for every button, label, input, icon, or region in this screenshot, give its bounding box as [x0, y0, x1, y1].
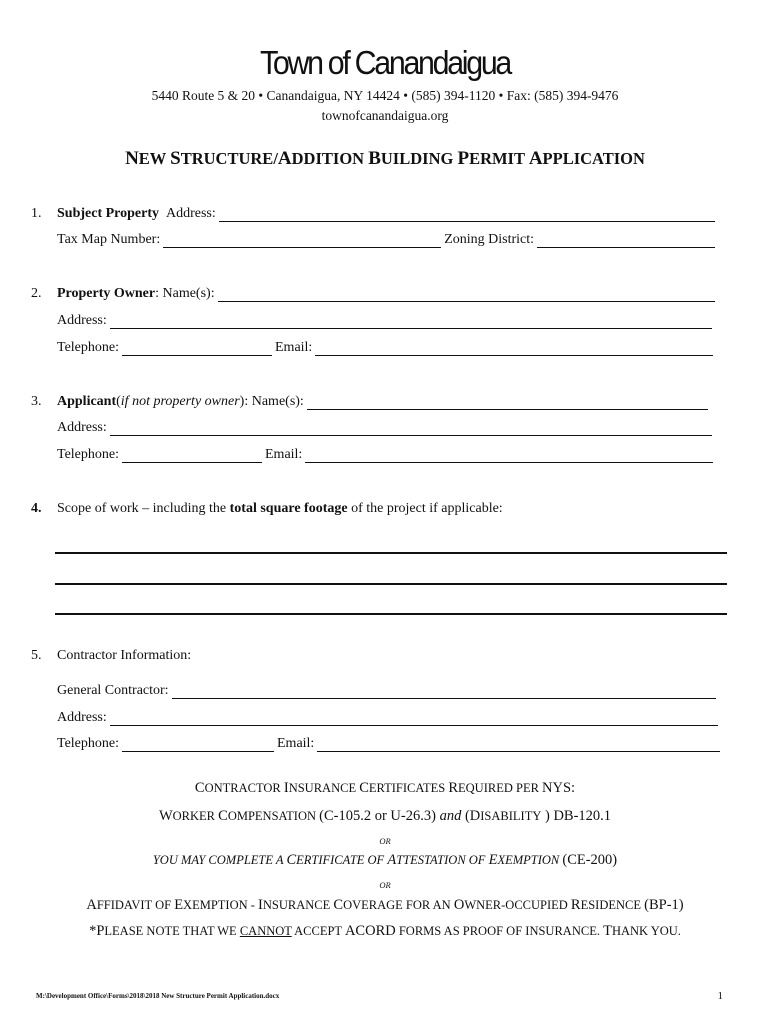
- section2-name-row: [31, 286, 715, 302]
- owner-address-field[interactable]: [110, 314, 712, 329]
- section1-address-row: [31, 206, 715, 222]
- acord-note: *PLEASE NOTE THAT WE CANNOT ACCEPT ACORD FORMS AS PROOF OF INSURANCE. THANK YOU.: [89, 923, 681, 939]
- applicant-email-field[interactable]: [305, 448, 713, 463]
- field-label: Tax Map Number:: [57, 232, 161, 247]
- section-number: 1.: [31, 206, 42, 221]
- worker-comp-line: WORKER COMPENSATION (C-105.2 or U-26.3) and (DISABILITY ) DB-120.1: [158, 808, 612, 824]
- section5-heading: [31, 648, 191, 664]
- affidavit-line: AFFIDAVIT OF EXEMPTION - INSURANCE COVERAGE FOR AN OWNER-OCCUPIED RESIDENCE (BP-1): [86, 897, 684, 913]
- insurance-heading: CONTRACTOR INSURANCE CERTIFICATES REQUIRED PER NYS:: [194, 780, 576, 796]
- attestation-line: YOU MAY COMPLETE A CERTIFICATE OF ATTESTATION OF EXEMPTION (CE-200): [152, 852, 618, 868]
- section3-address-row: [57, 420, 712, 436]
- owner-email-field[interactable]: [315, 341, 713, 356]
- tax-map-field[interactable]: [163, 233, 441, 248]
- field-label: Telephone:: [57, 736, 119, 751]
- field-label: Address:: [57, 313, 107, 328]
- field-label: Telephone:: [57, 447, 119, 462]
- form-title: NEW STRUCTURE/ADDITION BUILDING PERMIT APPLICATION: [125, 148, 645, 169]
- file-path-footer: M:\Development Office\Forms\2018\2018 New Structure Permit Application.docx: [36, 992, 280, 1000]
- field-label: Zoning District:: [444, 232, 535, 247]
- applicant-telephone-field[interactable]: [122, 448, 262, 463]
- scope-text: Scope of work – including the: [57, 501, 230, 516]
- field-label: ): Name(s):: [239, 394, 304, 409]
- contractor-address-field[interactable]: [110, 711, 718, 726]
- section5-phone-row: [57, 736, 720, 752]
- section-number: 2.: [31, 286, 42, 301]
- section5-address-row: [57, 710, 718, 726]
- owner-name-field[interactable]: [218, 287, 715, 302]
- section-heading: Subject Property: [57, 206, 159, 221]
- field-label: Telephone:: [57, 340, 119, 355]
- applicant-address-field[interactable]: [110, 421, 712, 436]
- contractor-telephone-field[interactable]: [122, 737, 274, 752]
- scope-line-1[interactable]: [55, 552, 727, 554]
- subject-address-field[interactable]: [219, 207, 715, 222]
- page-number: 1: [717, 990, 723, 1002]
- section-heading: Contractor Information:: [57, 648, 192, 663]
- section-heading: Property Owner: [57, 286, 156, 301]
- section4-heading: [31, 501, 503, 517]
- section-number: 5.: [31, 648, 42, 663]
- field-label: Address:: [57, 710, 107, 725]
- section-heading: Applicant: [57, 394, 117, 409]
- field-label: Email:: [265, 447, 303, 462]
- field-label: : Name(s):: [155, 286, 215, 301]
- general-contractor-field[interactable]: [172, 684, 716, 699]
- owner-telephone-field[interactable]: [122, 341, 272, 356]
- scope-text: of the project if applicable:: [347, 501, 503, 516]
- website-link[interactable]: townofcanandaigua.org: [321, 108, 449, 123]
- scope-line-3[interactable]: [55, 613, 727, 615]
- contractor-email-field[interactable]: [317, 737, 720, 752]
- section-number: 4.: [31, 501, 42, 516]
- or-separator: OR: [379, 880, 391, 890]
- or-separator: OR: [379, 836, 391, 846]
- zoning-district-field[interactable]: [537, 233, 715, 248]
- field-label: (: [116, 394, 121, 409]
- scope-bold-text: total square footage: [229, 501, 348, 516]
- section-number: 3.: [31, 394, 42, 409]
- field-label: Email:: [275, 340, 313, 355]
- section3-name-row: [31, 394, 708, 410]
- field-label: Email:: [277, 736, 315, 751]
- applicant-name-field[interactable]: [307, 395, 708, 410]
- field-label: Address:: [57, 420, 107, 435]
- field-label: General Contractor:: [57, 683, 169, 698]
- field-label: Address:: [166, 206, 216, 221]
- section3-phone-row: [57, 447, 713, 463]
- section5-contractor-row: [57, 683, 716, 699]
- scope-line-2[interactable]: [55, 583, 727, 585]
- section2-address-row: [57, 313, 712, 329]
- contact-line: 5440 Route 5 & 20 • Canandaigua, NY 14424 • (585) 394-1120 • Fax: (585) 394-9476: [151, 88, 619, 103]
- town-title: Town of Canandaigua: [259, 44, 511, 81]
- section1-taxmap-row: [57, 232, 715, 248]
- section2-phone-row: [57, 340, 713, 356]
- applicant-note: if not property owner: [120, 394, 240, 409]
